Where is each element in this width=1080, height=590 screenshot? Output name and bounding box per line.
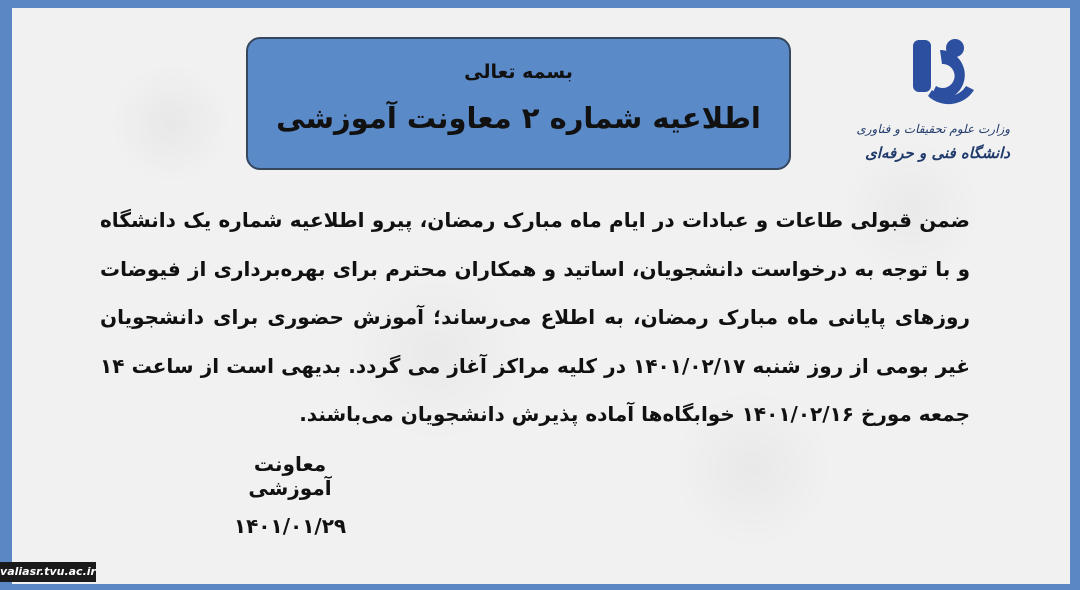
notice-body: ضمن قبولی طاعات و عبادات در ایام ماه مبارک رمضان، پیرو اطلاعیه شماره یک دانشگاه و با توجه به درخواست دانشجویان، اساتید و همکاران محترم برای بهره‌برداری از فیوضات روزهای پایانی ماه مبارک رمضان، به اطلاع می‌رساند؛ آموزش حضوری برای دانشجویان غیر بومی از روز شنبه ۱۴۰۱/۰۲/۱۷ در کلیه مراکز آغاز می گردد. بدیهی است از ساعت ۱۴ جمعه مورخ ۱۴۰۱/۰۲/۱۶ خوابگاه‌ها آماده پذیرش دانشجویان می‌باشند.	[100, 208, 970, 426]
signature-block	[210, 452, 370, 538]
tvu-logo-icon	[880, 30, 1010, 120]
university-logo	[856, 30, 1010, 180]
basmala-heading: بسمه تعالی	[464, 61, 573, 83]
signature-date: ۱۴۰۱/۰۱/۲۹	[233, 514, 347, 538]
university-name: دانشگاه فنی و حرفه‌ای	[865, 144, 1010, 162]
site-watermark: valiasr.tvu.ac.ir	[0, 562, 96, 582]
title-box	[246, 37, 791, 170]
notice-title: اطلاعیه شماره ۲ معاونت آموزشی	[276, 101, 761, 135]
ministry-name: وزارت علوم تحقیقات و فناوری	[856, 122, 1010, 136]
signature-office: معاونت آموزشی	[248, 452, 332, 500]
